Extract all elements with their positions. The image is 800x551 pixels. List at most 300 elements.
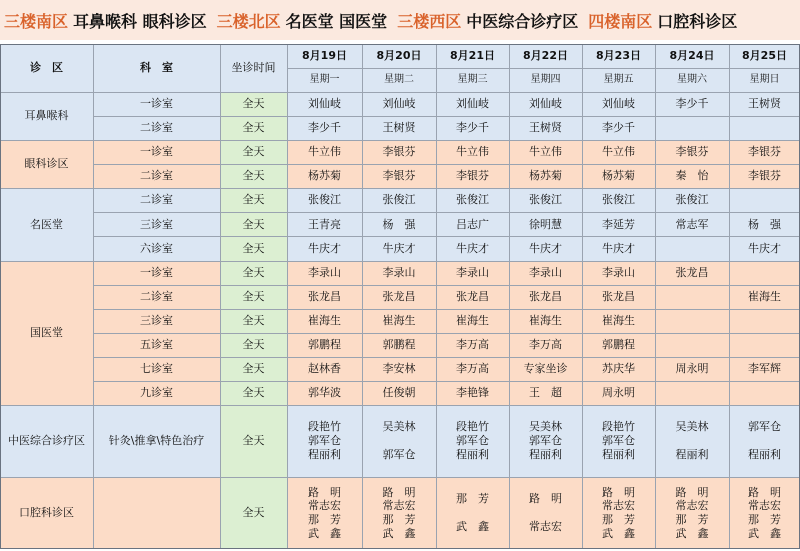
doctor-cell (362, 381, 436, 405)
doctor-cell (509, 140, 582, 164)
doctor-cell-text: 牛庆才 (382, 241, 416, 255)
doctor-cell-text: 王树贤 (529, 121, 562, 135)
doctor-cell-text: 崔海生 (529, 313, 562, 327)
time-cell-text: 全天 (242, 313, 265, 327)
room-cell-text: 二诊室 (140, 289, 173, 303)
time-cell (220, 212, 287, 236)
time-cell-text: 全天 (242, 289, 265, 303)
doctor-cell-text: 杨苏菊 (529, 169, 562, 183)
doctor-cell (582, 212, 655, 236)
doctor-cell (509, 405, 582, 477)
doctor-cell-text: 李万高 (529, 337, 562, 351)
column-divider (509, 44, 510, 549)
doctor-cell (287, 140, 362, 164)
room-cell-text: 九诊室 (140, 386, 173, 400)
doctor-cell (509, 92, 582, 116)
doctor-cell (509, 285, 582, 309)
doctor-cell-text: 牛庆才 (602, 241, 635, 255)
column-divider (582, 44, 583, 549)
doctor-cell (729, 212, 800, 236)
doctor-cell-text: 王树贤 (382, 121, 416, 135)
banner-departments: 口腔科诊区 (657, 11, 738, 31)
time-cell-text: 全天 (242, 241, 265, 255)
doctor-cell (436, 477, 509, 549)
doctor-cell (362, 236, 436, 260)
header-weekday (362, 68, 436, 92)
doctor-cell (509, 188, 582, 212)
doctor-cell (436, 164, 509, 188)
header-date-text: 8月24日 (669, 49, 715, 63)
doctor-cell-text: 张龙昌 (602, 289, 635, 303)
row-divider (93, 164, 800, 165)
doctor-cell-text: 郭鹏程 (308, 337, 341, 351)
doctor-cell-text: 秦 怡 (675, 169, 709, 183)
doctor-cell-text: 张俊江 (308, 193, 341, 207)
doctor-cell-text: 李录山 (529, 265, 562, 279)
doctor-cell-text: 吴美林 程丽利 (675, 420, 709, 461)
doctor-cell (729, 285, 800, 309)
doctor-cell-text: 郭鹏程 (382, 337, 416, 351)
room-cell (93, 140, 220, 164)
doctor-cell-text: 郭华波 (308, 386, 341, 400)
room-cell (93, 164, 220, 188)
header-room-text: 科 室 (140, 61, 173, 75)
time-cell (220, 116, 287, 140)
column-divider (655, 44, 656, 549)
time-cell-text: 全天 (242, 145, 265, 159)
room-cell (93, 236, 220, 260)
doctor-cell-text: 任俊朝 (382, 386, 416, 400)
doctor-cell (362, 92, 436, 116)
doctor-cell-text: 牛立伟 (456, 145, 489, 159)
doctor-cell-text: 专家坐诊 (523, 362, 568, 375)
area-cell-text: 中医综合诊疗区 (8, 434, 85, 448)
header-date-text: 8月23日 (596, 49, 641, 63)
header-date (362, 44, 436, 68)
time-cell (220, 236, 287, 260)
banner-departments: 中医综合诊疗区 (466, 11, 579, 31)
time-cell (220, 333, 287, 357)
doctor-cell (509, 333, 582, 357)
time-cell (220, 164, 287, 188)
row-divider (287, 68, 800, 69)
banner-departments: 名医堂 国医堂 (285, 11, 388, 31)
doctor-cell-text: 李万高 (456, 337, 489, 351)
banner-location: 三楼西区 (397, 11, 462, 31)
time-cell-text: 全天 (242, 97, 265, 111)
header-date-text: 8月22日 (523, 49, 568, 63)
doctor-cell (436, 212, 509, 236)
doctor-cell (362, 357, 436, 381)
doctor-cell-text: 周永明 (675, 362, 709, 375)
area-cell (0, 188, 93, 260)
doctor-cell (655, 92, 729, 116)
header-weekday (729, 68, 800, 92)
room-cell-text: 二诊室 (140, 121, 173, 135)
doctor-cell-text: 段艳竹 郭军仓 程丽利 (602, 420, 635, 461)
doctor-cell-text: 李银芬 (456, 169, 489, 183)
doctor-cell-text: 那 芳 武 鑫 (456, 492, 489, 533)
doctor-cell-text: 刘仙岐 (456, 97, 489, 111)
header-date-text: 8月21日 (450, 49, 495, 63)
doctor-cell-text: 吕志广 (456, 217, 489, 231)
doctor-cell (362, 164, 436, 188)
header-weekday (436, 68, 509, 92)
doctor-cell (362, 188, 436, 212)
row-divider (0, 92, 800, 93)
row-divider (0, 477, 800, 478)
doctor-cell (509, 261, 582, 285)
column-divider (729, 44, 730, 549)
doctor-cell (655, 116, 729, 140)
schedule-table (0, 44, 800, 549)
banner (0, 0, 800, 40)
banner-departments: 耳鼻喉科 眼科诊区 (73, 11, 207, 31)
doctor-cell-text: 张龙昌 (529, 289, 562, 303)
doctor-cell-text: 郭鹏程 (602, 337, 635, 351)
time-cell-text: 全天 (242, 265, 265, 279)
banner-location: 三楼北区 (216, 11, 281, 31)
header-time-text: 坐诊时间 (231, 61, 276, 75)
doctor-cell (436, 357, 509, 381)
doctor-cell (287, 333, 362, 357)
area-cell-text: 国医堂 (30, 325, 63, 339)
header-weekday-text: 星期一 (309, 73, 340, 85)
row-divider (0, 188, 800, 189)
doctor-cell-text: 刘仙岐 (382, 97, 416, 111)
area-cell (0, 477, 93, 549)
room-cell-text: 二诊室 (140, 193, 173, 207)
doctor-cell-text: 杨苏菊 (602, 169, 635, 183)
doctor-cell (287, 357, 362, 381)
room-cell (93, 381, 220, 405)
doctor-cell (362, 116, 436, 140)
doctor-cell (287, 164, 362, 188)
doctor-cell (362, 309, 436, 333)
doctor-cell (287, 477, 362, 549)
doctor-cell (655, 164, 729, 188)
column-divider (220, 44, 221, 549)
time-cell-text: 全天 (242, 362, 265, 375)
doctor-cell (582, 261, 655, 285)
doctor-cell (582, 405, 655, 477)
room-cell (93, 188, 220, 212)
column-divider (436, 44, 437, 549)
doctor-cell (362, 405, 436, 477)
doctor-cell-text: 张龙昌 (308, 289, 341, 303)
doctor-cell (655, 140, 729, 164)
doctor-cell (582, 285, 655, 309)
time-cell-text: 全天 (242, 217, 265, 231)
room-cell-text: 一诊室 (140, 97, 173, 111)
doctor-cell (436, 261, 509, 285)
area-cell-text: 耳鼻喉科 (24, 109, 69, 123)
doctor-cell (287, 212, 362, 236)
header-date-text: 8月25日 (742, 49, 787, 63)
doctor-cell-text: 徐明慧 (529, 217, 562, 231)
row-divider (93, 309, 800, 310)
doctor-cell-text: 牛立伟 (308, 145, 341, 159)
doctor-cell-text: 牛庆才 (456, 241, 489, 255)
doctor-cell (729, 164, 800, 188)
doctor-cell (582, 140, 655, 164)
doctor-cell (509, 212, 582, 236)
doctor-cell (729, 405, 800, 477)
row-divider (93, 116, 800, 117)
header-weekday-text: 星期日 (749, 73, 780, 85)
doctor-cell-text: 路 明 常志宏 那 芳 武 鑫 (675, 485, 709, 540)
doctor-cell-text: 路 明 常志宏 那 芳 武 鑫 (602, 485, 635, 540)
area-cell-text: 口腔科诊区 (19, 506, 74, 520)
doctor-cell-text: 牛庆才 (748, 241, 781, 255)
doctor-cell (582, 116, 655, 140)
room-cell (93, 405, 220, 477)
area-cell (0, 92, 93, 140)
doctor-cell (582, 381, 655, 405)
header-date (509, 44, 582, 68)
room-cell-text: 一诊室 (140, 145, 173, 159)
doctor-cell-text: 张龙昌 (382, 289, 416, 303)
doctor-cell-text: 李少千 (602, 121, 635, 135)
doctor-cell-text: 赵林香 (308, 362, 341, 375)
area-cell (0, 261, 93, 405)
doctor-cell-text: 崔海生 (382, 313, 416, 327)
doctor-cell (509, 164, 582, 188)
room-cell-text: 二诊室 (140, 169, 173, 183)
row-divider (0, 405, 800, 406)
doctor-cell-text: 路 明 常志宏 那 芳 武 鑫 (308, 485, 341, 540)
header-date (287, 44, 362, 68)
time-cell (220, 92, 287, 116)
header-area-text: 诊 区 (30, 61, 63, 75)
header-weekday-text: 星期二 (384, 73, 414, 85)
doctor-cell-text: 吴美林 郭军仓 程丽利 (529, 420, 562, 461)
doctor-cell-text: 崔海生 (308, 313, 341, 327)
time-cell-text: 全天 (242, 193, 265, 207)
doctor-cell-text: 张龙昌 (675, 265, 709, 279)
header-weekday-text: 星期五 (603, 73, 634, 85)
room-cell-text: 五诊室 (140, 337, 173, 351)
doctor-cell-text: 崔海生 (602, 313, 635, 327)
header-area (0, 44, 93, 92)
doctor-cell-text: 张俊江 (456, 193, 489, 207)
doctor-cell (729, 477, 800, 549)
row-divider (93, 333, 800, 334)
header-weekday-text: 星期四 (530, 73, 561, 85)
doctor-cell-text: 路 明 常志宏 (529, 492, 562, 533)
doctor-cell-text: 郭军仓 程丽利 (748, 420, 781, 461)
banner-location: 三楼南区 (4, 11, 69, 31)
time-cell (220, 285, 287, 309)
doctor-cell-text: 张俊江 (675, 193, 709, 207)
doctor-cell (655, 477, 729, 549)
time-cell (220, 261, 287, 285)
doctor-cell-text: 牛庆才 (308, 241, 341, 255)
doctor-cell-text: 李军辉 (748, 362, 781, 375)
room-cell (93, 116, 220, 140)
room-cell (93, 92, 220, 116)
doctor-cell-text: 张俊江 (382, 193, 416, 207)
header-date (582, 44, 655, 68)
doctor-cell (287, 92, 362, 116)
room-cell-text: 六诊室 (140, 241, 173, 255)
row-divider (93, 381, 800, 382)
time-cell (220, 140, 287, 164)
header-weekday (582, 68, 655, 92)
area-cell (0, 405, 93, 477)
doctor-cell (436, 116, 509, 140)
row-divider (93, 212, 800, 213)
header-date (729, 44, 800, 68)
header-date (655, 44, 729, 68)
row-divider (0, 140, 800, 141)
doctor-cell (729, 357, 800, 381)
doctor-cell-text: 李银芬 (748, 169, 781, 183)
doctor-cell-text: 牛庆才 (529, 241, 562, 255)
doctor-cell (582, 236, 655, 260)
doctor-cell (436, 333, 509, 357)
area-cell-text: 名医堂 (30, 217, 63, 231)
doctor-cell-text: 李艳锋 (456, 386, 489, 400)
room-cell-text: 三诊室 (140, 217, 173, 231)
doctor-cell (287, 188, 362, 212)
column-divider (287, 44, 288, 549)
doctor-cell-text: 李录山 (602, 265, 635, 279)
doctor-cell-text: 李银芬 (675, 145, 709, 159)
doctor-cell-text: 李银芬 (382, 169, 416, 183)
doctor-cell (655, 261, 729, 285)
doctor-cell-text: 段艳竹 郭军仓 程丽利 (456, 420, 489, 461)
time-cell-text: 全天 (242, 337, 265, 351)
doctor-cell-text: 吴美林 郭军仓 (382, 420, 416, 461)
doctor-cell-text: 张龙昌 (456, 289, 489, 303)
room-cell (93, 477, 220, 549)
doctor-cell (582, 477, 655, 549)
room-cell (93, 309, 220, 333)
doctor-cell-text: 张俊江 (529, 193, 562, 207)
header-weekday (655, 68, 729, 92)
doctor-cell (509, 309, 582, 333)
doctor-cell (362, 212, 436, 236)
doctor-cell (582, 188, 655, 212)
doctor-cell-text: 杨 强 (748, 217, 781, 231)
row-divider (93, 285, 800, 286)
header-date-text: 8月20日 (376, 49, 422, 63)
doctor-cell (287, 285, 362, 309)
doctor-cell (287, 261, 362, 285)
doctor-cell-text: 王树贤 (748, 97, 781, 111)
doctor-cell (655, 381, 729, 405)
doctor-cell-text: 常志军 (675, 217, 709, 231)
doctor-cell (655, 309, 729, 333)
doctor-cell (582, 92, 655, 116)
doctor-cell-text: 李录山 (456, 265, 489, 279)
doctor-cell-text: 刘仙岐 (529, 97, 562, 111)
doctor-cell (655, 236, 729, 260)
doctor-cell-text: 苏庆华 (602, 362, 635, 375)
room-cell (93, 212, 220, 236)
banner-location: 四楼南区 (588, 11, 653, 31)
doctor-cell (287, 381, 362, 405)
doctor-cell (362, 140, 436, 164)
header-date (436, 44, 509, 68)
header-weekday-text: 星期六 (677, 73, 707, 85)
time-cell (220, 357, 287, 381)
column-divider (93, 44, 94, 549)
time-cell-text: 全天 (242, 386, 265, 400)
doctor-cell (436, 309, 509, 333)
doctor-cell-text: 刘仙岐 (602, 97, 635, 111)
doctor-cell (287, 116, 362, 140)
row-divider (0, 261, 800, 262)
doctor-cell-text: 杨 强 (382, 217, 416, 231)
time-cell-text: 全天 (242, 434, 265, 448)
doctor-cell (655, 357, 729, 381)
doctor-cell-text: 周永明 (602, 386, 635, 400)
header-room (93, 44, 220, 92)
doctor-cell (655, 188, 729, 212)
doctor-cell-text: 李录山 (308, 265, 341, 279)
doctor-cell (362, 477, 436, 549)
doctor-cell (729, 92, 800, 116)
doctor-cell (509, 116, 582, 140)
doctor-cell (509, 236, 582, 260)
doctor-cell-text: 李延芳 (602, 217, 635, 231)
doctor-cell (655, 405, 729, 477)
doctor-cell (436, 381, 509, 405)
doctor-cell-text: 崔海生 (456, 313, 489, 327)
room-cell (93, 333, 220, 357)
doctor-cell (436, 405, 509, 477)
doctor-cell (362, 333, 436, 357)
doctor-cell (729, 236, 800, 260)
doctor-cell (582, 333, 655, 357)
doctor-cell-text: 牛立伟 (602, 145, 635, 159)
doctor-cell (729, 116, 800, 140)
doctor-cell (655, 285, 729, 309)
doctor-cell-text: 张俊江 (602, 193, 635, 207)
doctor-cell-text: 李银芬 (748, 145, 781, 159)
header-date-text: 8月19日 (302, 49, 347, 63)
doctor-cell-text: 路 明 常志宏 那 芳 武 鑫 (382, 485, 416, 540)
doctor-cell (655, 333, 729, 357)
room-cell-text: 三诊室 (140, 313, 173, 327)
doctor-cell (729, 140, 800, 164)
doctor-cell (287, 309, 362, 333)
doctor-cell (436, 140, 509, 164)
doctor-cell (509, 357, 582, 381)
area-cell-text: 眼科诊区 (24, 157, 69, 171)
doctor-cell (287, 405, 362, 477)
doctor-cell-text: 李少千 (675, 97, 709, 111)
doctor-cell-text: 李万高 (456, 362, 489, 375)
doctor-cell (287, 236, 362, 260)
row-divider (93, 357, 800, 358)
doctor-cell (362, 285, 436, 309)
time-cell (220, 477, 287, 549)
time-cell-text: 全天 (242, 506, 265, 520)
room-cell (93, 285, 220, 309)
time-cell-text: 全天 (242, 121, 265, 135)
doctor-cell (655, 212, 729, 236)
header-weekday-text: 星期三 (457, 73, 488, 85)
doctor-cell (729, 333, 800, 357)
doctor-cell (582, 357, 655, 381)
doctor-cell (582, 164, 655, 188)
column-divider (362, 44, 363, 549)
time-cell (220, 188, 287, 212)
doctor-cell-text: 李少千 (456, 121, 489, 135)
